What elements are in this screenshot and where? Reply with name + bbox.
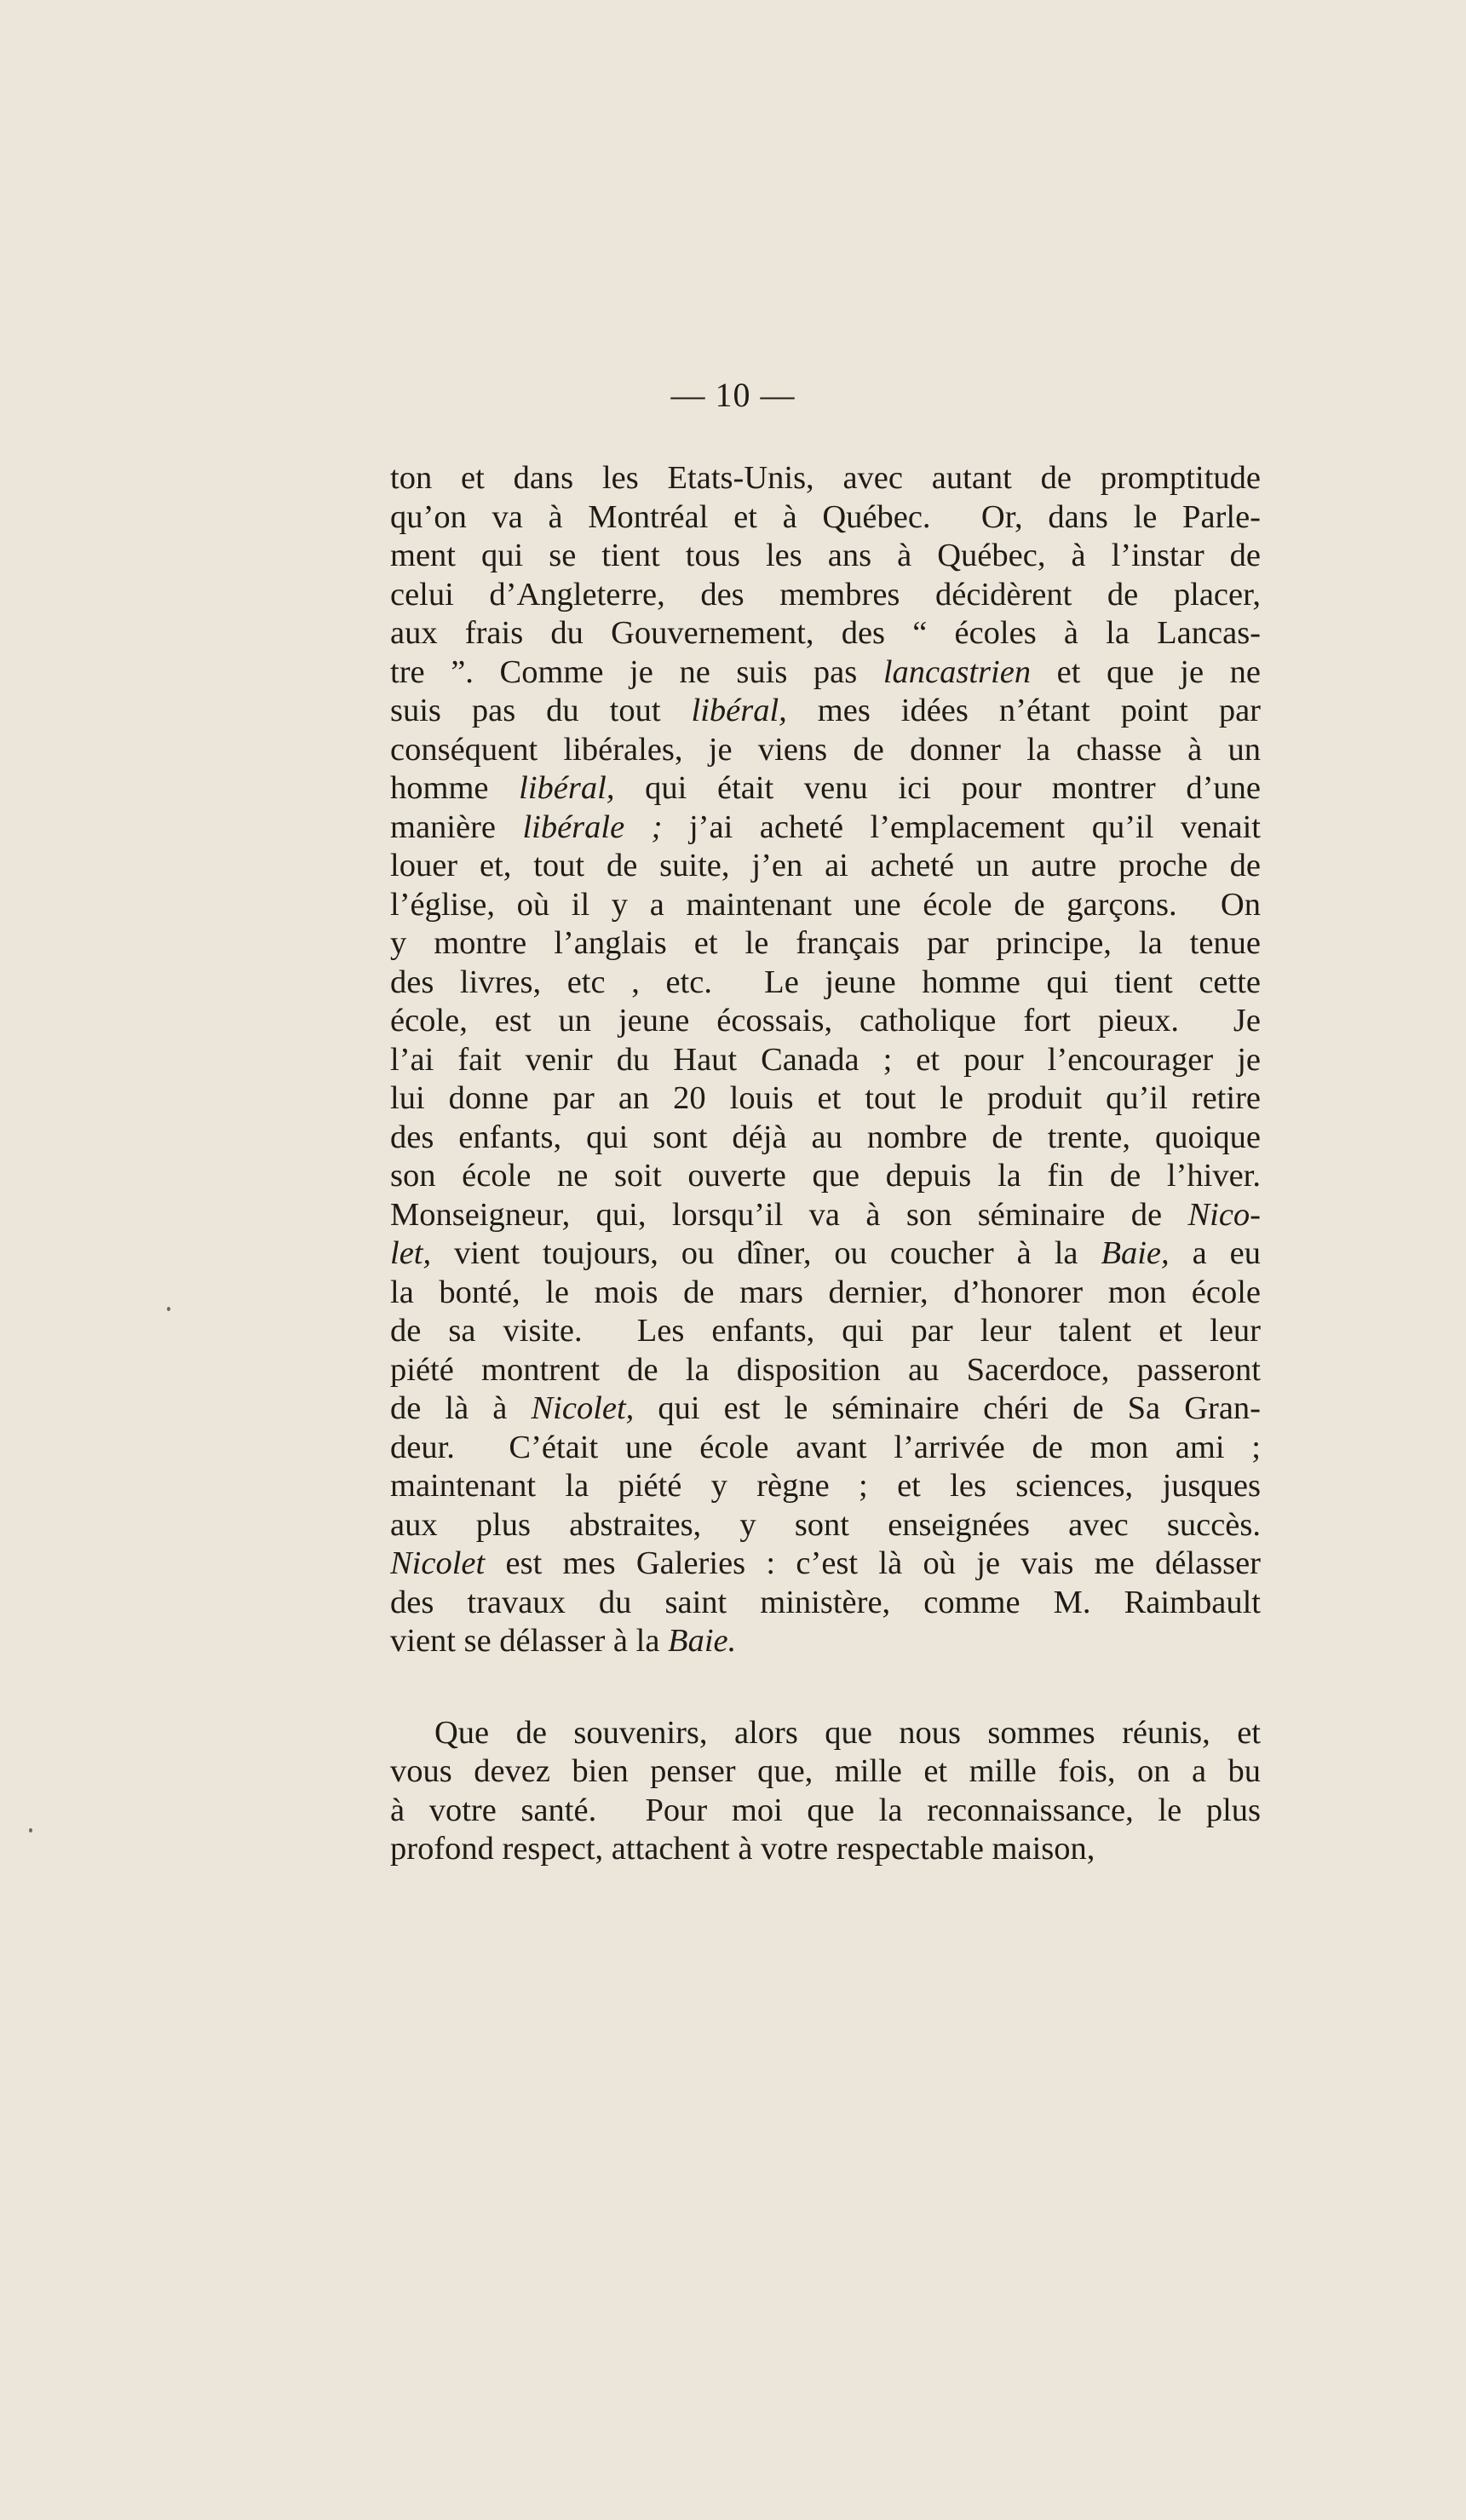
paragraph [390,1714,1261,1869]
text-line [390,1157,1261,1196]
text-run: des enfants, qui sont déjà au nombre de trente, quoique [390,1119,1261,1155]
italic-text: libéral, [519,770,615,806]
text-line [390,924,1261,964]
text-run: suis pas du tout [390,693,692,728]
text-run: j’ai acheté l’emplacement qu’il venait [662,808,1261,845]
text-line [390,537,1261,576]
text-line [390,769,1261,808]
text-run: profond respect, attachent à votre respectable maison, [390,1831,1095,1867]
text-run: conséquent libérales, je viens de donner la chasse à un [390,731,1261,768]
text-run: aux frais du Gouvernement, des “ écoles à la Lancas- [390,615,1261,651]
paragraph [390,459,1261,1661]
text-run: des travaux du saint ministère, comme M. Raimbault [390,1584,1261,1620]
text-run: ton et dans les Etats-Unis, avec autant de promptitude [390,460,1261,496]
text-line [390,1274,1261,1313]
text-run: Monseigneur, qui, lorsqu’il va à son séminaire de [390,1196,1188,1233]
text-line [390,1079,1261,1119]
italic-text: Baie. [668,1623,737,1659]
text-run: école, est un jeune écossais, catholique fort pieux. Je [390,1003,1261,1038]
paper-speck [167,1307,170,1311]
text-run: Que de souvenirs, alors que nous sommes réunis, et [434,1714,1261,1751]
text-line [390,1506,1261,1545]
italic-text: let, [390,1235,432,1271]
text-run: à votre santé. Pour moi que la reconnaissance, le plus [390,1792,1261,1828]
text-run: homme [390,770,520,806]
text-line [390,1830,1261,1869]
text-run: vient se délasser à la [390,1623,669,1659]
text-line [390,886,1261,925]
text-run: l’ai fait venir du Haut Canada ; et pour l’encourager je [390,1041,1261,1078]
text-line [390,692,1261,731]
italic-text: Baie, [1101,1235,1170,1271]
text-line [390,1234,1261,1274]
paper-speck [29,1828,32,1832]
italic-text: lancastrien [882,653,1032,690]
text-run: mes idées n’étant point par [786,693,1261,728]
text-line [390,1584,1261,1623]
text-line [390,1041,1261,1080]
text-line [390,1002,1261,1041]
text-run: maintenant la piété y règne ; et les sciences, jusques [390,1468,1261,1504]
text-line [390,731,1261,770]
text-run: manière [390,808,523,845]
text-line [390,1792,1261,1831]
text-line [390,459,1261,498]
text-run: deur. C’était une école avant l’arrivée de mon ami ; [390,1429,1261,1465]
text-run: louer et, tout de suite, j’en ai acheté un autre proche de [390,848,1261,883]
text-line [390,1429,1261,1468]
text-run: et que je ne [1031,653,1261,690]
text-line [390,1312,1261,1351]
text-line [390,653,1261,693]
text-run: ment qui se tient tous les ans à Québec, à l’instar de [390,538,1261,573]
text-run: tre ”. Comme je ne suis pas [390,653,883,690]
text-line [390,614,1261,653]
text-run: celui d’Angleterre, des membres décidèrent de placer, [390,576,1261,613]
italic-text: libérale ; [522,808,663,845]
text-line [390,498,1261,538]
text-line [390,1545,1261,1584]
text-run: vient toujours, ou dîner, ou coucher à la [431,1235,1101,1271]
text-run: l’église, où il y a maintenant une école de garçons. On [390,886,1261,923]
text-line [390,1119,1261,1158]
text-line [390,1389,1261,1429]
body-text [390,459,1261,1869]
text-run: a eu [1169,1235,1261,1271]
text-line [390,1622,1261,1661]
text-run: de là à [390,1390,532,1426]
text-run: aux plus abstraites, y sont enseignées avec succès. [390,1506,1261,1543]
text-run: est mes Galeries : c’est là où je vais me délasser [485,1545,1261,1581]
italic-text: libéral, [691,693,787,728]
paragraph-gap [390,1661,1261,1714]
text-line [390,1714,1261,1753]
text-run: qu’on va à Montréal et à Québec. Or, dans le Parle- [390,498,1261,535]
italic-text: Nicolet, [531,1390,635,1426]
text-line [390,1467,1261,1506]
text-run: qui est le séminaire chéri de Sa Gran- [634,1390,1261,1426]
text-run: de sa visite. Les enfants, qui par leur talent et leur [390,1313,1261,1349]
text-run: son école ne soit ouverte que depuis la fin de l’hiver. [390,1158,1261,1194]
text-run: lui donne par an 20 louis et tout le produit qu’il retire [390,1080,1261,1116]
text-run: y montre l’anglais et le français par principe, la tenue [390,925,1261,961]
text-run: la bonté, le mois de mars dernier, d’honorer mon école [390,1274,1261,1310]
text-run: qui était venu ici pour montrer d’une [614,770,1261,806]
italic-text: Nico- [1187,1196,1261,1233]
text-run: piété montrent de la disposition au Sacerdoce, passeront [390,1351,1261,1388]
text-line [390,964,1261,1003]
text-line [390,1351,1261,1390]
page-number: — 10 — [670,376,796,414]
text-line [390,847,1261,886]
text-run: vous devez bien penser que, mille et mille fois, on a bu [390,1753,1261,1789]
italic-text: Nicolet [390,1545,486,1581]
text-line [390,808,1261,848]
text-line [390,576,1261,615]
text-line [390,1196,1261,1235]
text-line [390,1752,1261,1792]
text-run: des livres, etc , etc. Le jeune homme qui tient cette [390,964,1261,1000]
